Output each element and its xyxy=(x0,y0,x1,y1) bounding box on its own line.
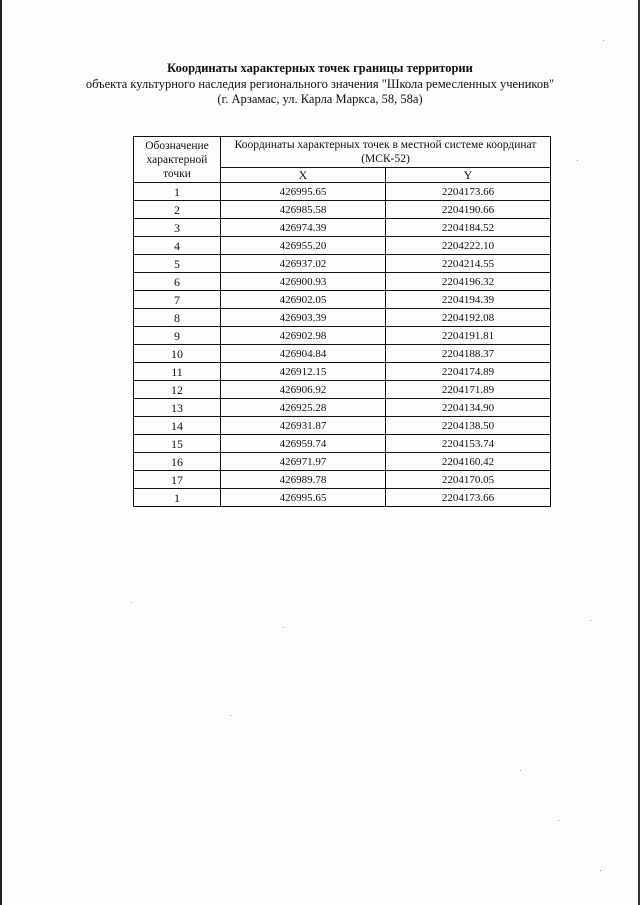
cell-point: 2 xyxy=(134,201,221,219)
table-row xyxy=(134,237,551,255)
table-row xyxy=(134,291,551,309)
cell-y: 2204173.66 xyxy=(386,183,551,201)
cell-point: 8 xyxy=(134,309,221,327)
table-row xyxy=(134,381,551,399)
cell-y: 2204184.52 xyxy=(386,219,551,237)
cell-y: 2204194.39 xyxy=(386,291,551,309)
table-row xyxy=(134,345,551,363)
coordinates-table xyxy=(133,136,551,507)
cell-point: 1 xyxy=(134,183,221,201)
cell-x: 426985.58 xyxy=(221,201,386,219)
table-row xyxy=(134,471,551,489)
cell-y: 2204160.42 xyxy=(386,453,551,471)
cell-y: 2204170.05 xyxy=(386,471,551,489)
title-line-1: Координаты характерных точек границы территории xyxy=(167,61,473,75)
scan-edge-left xyxy=(0,0,2,905)
cell-point: 5 xyxy=(134,255,221,273)
cell-point: 4 xyxy=(134,237,221,255)
cell-x: 426900.93 xyxy=(221,273,386,291)
scan-speck xyxy=(283,627,284,628)
cell-y: 2204188.37 xyxy=(386,345,551,363)
cell-point: 15 xyxy=(134,435,221,453)
table-row xyxy=(134,309,551,327)
table-row xyxy=(134,399,551,417)
table-row xyxy=(134,453,551,471)
cell-x: 426989.78 xyxy=(221,471,386,489)
cell-x: 426931.87 xyxy=(221,417,386,435)
scan-speck xyxy=(520,770,521,771)
cell-x: 426912.15 xyxy=(221,363,386,381)
header-coordinates: Координаты характерных точек в местной системе координат (МСК-52) xyxy=(221,137,551,168)
cell-point: 10 xyxy=(134,345,221,363)
scan-speck xyxy=(577,160,578,161)
cell-point: 6 xyxy=(134,273,221,291)
cell-point: 16 xyxy=(134,453,221,471)
cell-point: 12 xyxy=(134,381,221,399)
scan-speck xyxy=(131,602,132,603)
scan-speck xyxy=(590,620,591,621)
table-row xyxy=(134,435,551,453)
cell-y: 2204173.66 xyxy=(386,489,551,507)
table-row xyxy=(134,363,551,381)
cell-point: 11 xyxy=(134,363,221,381)
header-y: Y xyxy=(386,168,551,183)
cell-x: 426903.39 xyxy=(221,309,386,327)
cell-x: 426902.98 xyxy=(221,327,386,345)
cell-point: 3 xyxy=(134,219,221,237)
cell-y: 2204153.74 xyxy=(386,435,551,453)
scan-speck xyxy=(230,715,231,716)
cell-y: 2204214.55 xyxy=(386,255,551,273)
scan-speck xyxy=(603,40,604,41)
cell-point: 14 xyxy=(134,417,221,435)
cell-x: 426959.74 xyxy=(221,435,386,453)
table-row xyxy=(134,417,551,435)
header-point-designation: Обозначение характерной точки xyxy=(134,137,221,183)
title-line-3: (г. Арзамас, ул. Карла Маркса, 58, 58а) xyxy=(217,92,423,106)
table-body xyxy=(134,183,551,507)
header-x: X xyxy=(221,168,386,183)
table-row xyxy=(134,489,551,507)
cell-x: 426971.97 xyxy=(221,453,386,471)
cell-x: 426902.05 xyxy=(221,291,386,309)
cell-x: 426955.20 xyxy=(221,237,386,255)
table-row xyxy=(134,327,551,345)
cell-x: 426974.39 xyxy=(221,219,386,237)
cell-x: 426906.92 xyxy=(221,381,386,399)
table-row xyxy=(134,273,551,291)
cell-point: 7 xyxy=(134,291,221,309)
scan-speck xyxy=(558,820,559,821)
scan-speck xyxy=(600,870,601,871)
cell-y: 2204174.89 xyxy=(386,363,551,381)
cell-point: 9 xyxy=(134,327,221,345)
cell-x: 426925.28 xyxy=(221,399,386,417)
cell-y: 2204192.08 xyxy=(386,309,551,327)
document-title xyxy=(0,61,640,108)
table-row xyxy=(134,219,551,237)
cell-point: 17 xyxy=(134,471,221,489)
title-line-2: объекта культурного наследия регионального значения "Школа ремесленных учеников" xyxy=(85,76,555,91)
cell-y: 2204222.10 xyxy=(386,237,551,255)
cell-y: 2204134.90 xyxy=(386,399,551,417)
table-row xyxy=(134,201,551,219)
cell-y: 2204171.89 xyxy=(386,381,551,399)
cell-x: 426937.02 xyxy=(221,255,386,273)
cell-y: 2204191.81 xyxy=(386,327,551,345)
cell-y: 2204196.32 xyxy=(386,273,551,291)
cell-x: 426995.65 xyxy=(221,183,386,201)
cell-x: 426904.84 xyxy=(221,345,386,363)
cell-point: 13 xyxy=(134,399,221,417)
cell-point: 1 xyxy=(134,489,221,507)
cell-y: 2204190.66 xyxy=(386,201,551,219)
cell-y: 2204138.50 xyxy=(386,417,551,435)
cell-x: 426995.65 xyxy=(221,489,386,507)
table-row xyxy=(134,255,551,273)
coordinates-table-container xyxy=(133,136,551,507)
table-row xyxy=(134,183,551,201)
